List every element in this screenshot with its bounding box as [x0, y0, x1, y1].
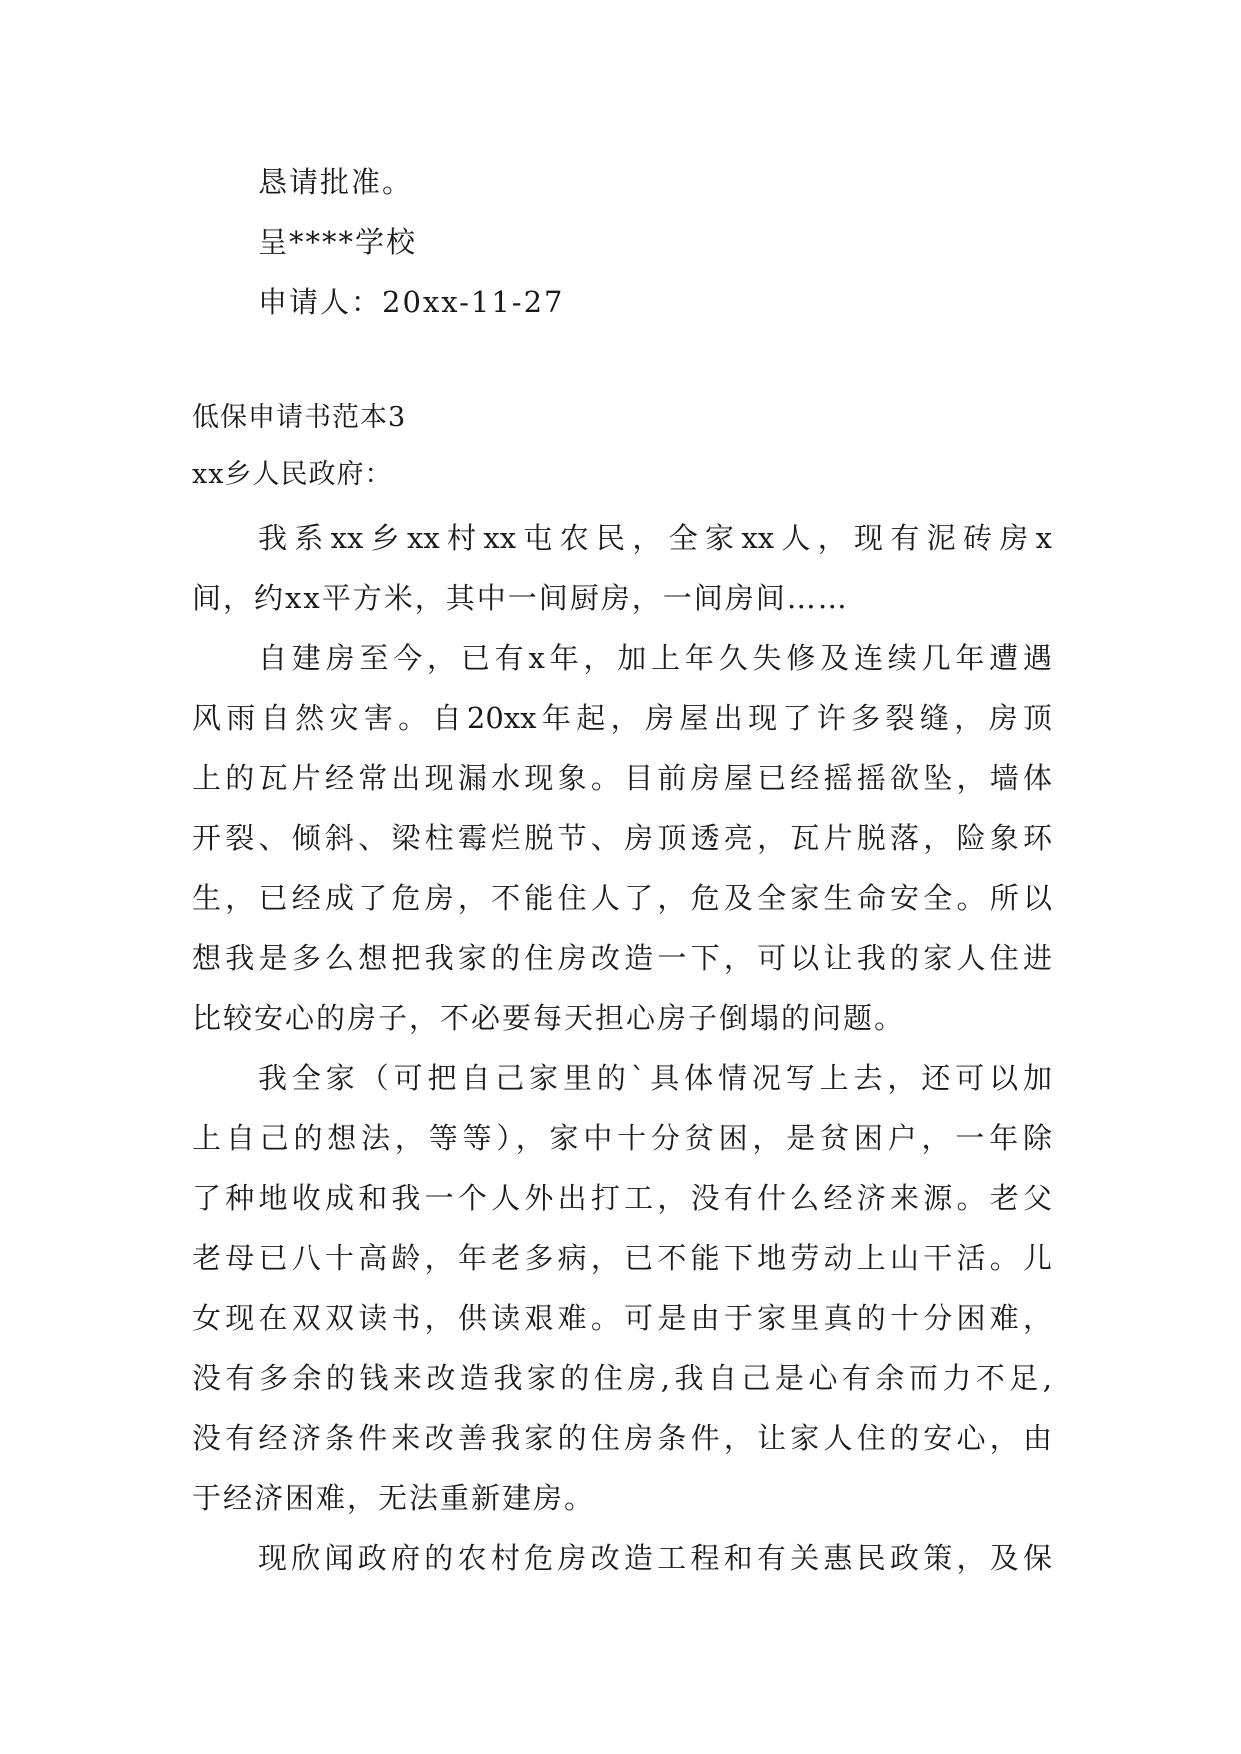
- paragraph-line: 我系xx乡xx村xx屯农民，全家xx人，现有泥砖房x: [258, 521, 1052, 555]
- paragraph-line: 我全家（可把自己家里的`具体情况写上去，还可以加: [258, 1061, 1052, 1095]
- closing-recipient: 呈****学校: [258, 225, 418, 259]
- paragraph-line: 现欣闻政府的农村危房改造工程和有关惠民政策，及保: [258, 1541, 1052, 1575]
- paragraph-line: 老母已八十高龄，年老多病，已不能下地劳动上山干活。儿: [192, 1241, 1052, 1275]
- paragraph-line: 没有多余的钱来改造我家的住房,我自己是心有余而力不足,: [192, 1361, 1052, 1395]
- paragraph-line: 自建房至今，已有x年，加上年久失修及连续几年遭遇: [258, 641, 1052, 675]
- paragraph-line: 于经济困难，无法重新建房。: [192, 1481, 596, 1515]
- addressee: xx乡人民政府：: [192, 459, 393, 490]
- paragraph-line: 上自己的想法，等等），家中十分贫困，是贫困户，一年除: [192, 1121, 1052, 1155]
- paragraph-line: 想我是多么想把我家的住房改造一下，可以让我的家人住进: [192, 941, 1052, 975]
- section-title: 低保申请书范本3: [192, 402, 407, 433]
- paragraph-line: 间，约xx平方米，其中一间厨房，一间房间……: [192, 581, 849, 615]
- paragraph-line: 比较安心的房子，不必要每天担心房子倒塌的问题。: [192, 1001, 906, 1035]
- paragraph-line: 开裂、倾斜、梁柱霉烂脱节、房顶透亮，瓦片脱落，险象环: [192, 821, 1052, 855]
- paragraph-line: 上的瓦片经常出现漏水现象。目前房屋已经摇摇欲坠，墙体: [192, 761, 1052, 795]
- paragraph-line: 生，已经成了危房，不能住人了，危及全家生命安全。所以: [192, 881, 1052, 915]
- closing-request: 恳请批准。: [258, 165, 414, 199]
- paragraph-line: 了种地收成和我一个人外出打工，没有什么经济来源。老父: [192, 1181, 1052, 1215]
- paragraph-line: 女现在双双读书，供读艰难。可是由于家里真的十分困难，: [192, 1301, 1052, 1335]
- closing-applicant-date: 申请人：20xx-11-27: [258, 285, 565, 319]
- paragraph-line: 风雨自然灾害。自20xx年起，房屋出现了许多裂缝，房顶: [192, 701, 1052, 735]
- paragraph-line: 没有经济条件来改善我家的住房条件，让家人住的安心，由: [192, 1421, 1052, 1455]
